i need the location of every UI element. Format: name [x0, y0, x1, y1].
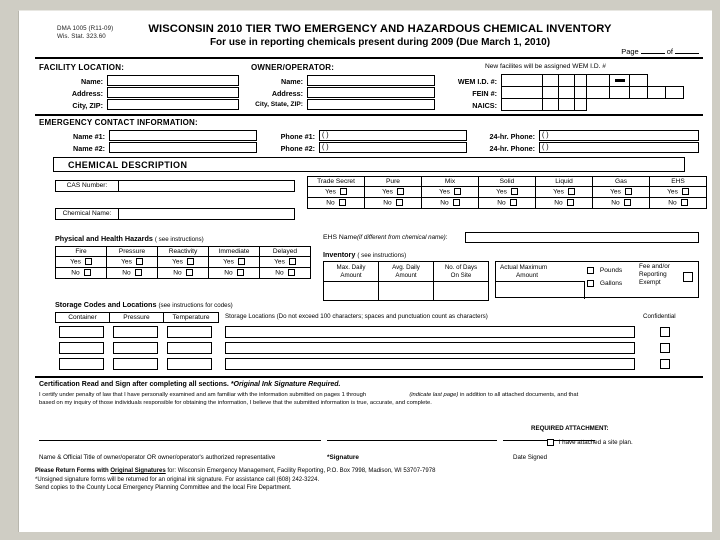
liquid-no[interactable]	[536, 198, 593, 209]
contact-name2-input[interactable]	[109, 142, 257, 153]
table-row	[502, 87, 684, 99]
contact-phone1-label: Phone #1:	[280, 132, 315, 141]
fee-exempt-checkbox[interactable]	[683, 272, 693, 282]
table-row	[56, 257, 311, 268]
ehs-yes-checkbox[interactable]	[682, 188, 689, 195]
naics-cell[interactable]	[559, 99, 575, 111]
table-row	[308, 187, 707, 198]
storage-pressure-input[interactable]	[113, 342, 158, 354]
divider-top	[35, 57, 703, 59]
col-pressure: Pressure	[107, 247, 158, 257]
col-max-daily-line2: Amount	[340, 271, 362, 279]
storage-container-input[interactable]	[59, 342, 104, 354]
yes-label: Yes	[274, 258, 285, 266]
fee-line1: Fee and/or	[639, 263, 670, 270]
naics-grid[interactable]	[501, 98, 587, 111]
signature-label: *Signature	[327, 454, 359, 461]
physical-state-table	[307, 176, 707, 209]
contact-phone2-label: Phone #2:	[280, 144, 315, 153]
certification-bold-line: Certification Read and Sign after completing all sections.	[39, 381, 229, 388]
table-row	[324, 262, 489, 282]
no-label: No	[383, 199, 392, 207]
liquid-yes[interactable]	[536, 187, 593, 198]
col-solid: Solid	[479, 177, 536, 187]
storage-code-headers	[55, 312, 219, 323]
form-header	[35, 23, 703, 57]
ehs-name-note: (if different from chemical name)	[357, 234, 446, 241]
pounds-label: Pounds	[599, 267, 623, 275]
contact-24hr1-input[interactable]: ( )	[539, 130, 699, 141]
fein-cell[interactable]	[575, 87, 587, 99]
form-title: WISCONSIN 2010 TIER TWO EMERGENCY AND HAZARDOUS CHEMICAL INVENTORY	[148, 23, 612, 35]
owner-name-input[interactable]	[307, 75, 435, 86]
certification-body-part1: I certify under penalty of law that I have personally examined and am familiar with the information submitted on pages 1 through	[39, 392, 367, 398]
contact-24hr2-input[interactable]: ( )	[539, 142, 699, 153]
certification-body	[39, 391, 695, 407]
col-immediate: Immediate	[209, 247, 260, 257]
reactivity-no-checkbox[interactable]	[186, 269, 193, 276]
yes-label: Yes	[667, 188, 678, 196]
pounds-option[interactable]	[587, 267, 622, 274]
fein-cell[interactable]	[502, 87, 543, 99]
col-gas: Gas	[593, 177, 650, 187]
table-row	[56, 268, 311, 279]
yes-label: Yes	[121, 258, 132, 266]
footer-line1	[35, 467, 703, 476]
chemical-description-title: CHEMICAL DESCRIPTION	[68, 160, 188, 170]
delayed-no-checkbox[interactable]	[288, 269, 295, 276]
owner-address-input[interactable]	[307, 87, 435, 98]
footer-line3: Send copies to the County Local Emergency Planning Committee and the local Fire Department.	[35, 485, 292, 491]
hazards-inventory-block	[35, 234, 703, 302]
ehs-yes[interactable]	[650, 187, 707, 198]
contact-phone2-input[interactable]: ( )	[319, 142, 467, 153]
naics-cell[interactable]	[543, 99, 559, 111]
inventory-heading-text: Inventory	[323, 250, 356, 259]
col-reactivity: Reactivity	[158, 247, 209, 257]
signature-line[interactable]	[327, 440, 497, 441]
storage-pressure-input[interactable]	[113, 326, 158, 338]
emergency-contact-heading: EMERGENCY CONTACT INFORMATION:	[39, 118, 198, 127]
fire-no-checkbox[interactable]	[84, 269, 91, 276]
tier-two-form	[35, 23, 703, 523]
cas-number-input[interactable]	[118, 181, 294, 191]
of-label: of	[666, 47, 673, 56]
signature-lines	[35, 440, 703, 454]
no-label: No	[224, 269, 233, 277]
chemical-name-input[interactable]	[118, 209, 294, 219]
wem-id-cell[interactable]	[543, 75, 559, 87]
table-row	[324, 282, 489, 301]
table-row	[308, 177, 707, 187]
table-row	[56, 313, 219, 323]
naics-cell[interactable]	[575, 99, 587, 111]
certification-bold-italic: *Original Ink Signature Required.	[230, 381, 341, 388]
pure-no[interactable]	[365, 198, 422, 209]
inventory-heading	[323, 250, 406, 259]
footer-block	[35, 467, 703, 493]
gas-yes-checkbox[interactable]	[625, 188, 632, 195]
max-daily-amount-input[interactable]	[324, 282, 379, 301]
trade-secret-yes[interactable]	[308, 187, 365, 198]
facility-city-zip-input[interactable]	[107, 99, 239, 110]
liquid-no-checkbox[interactable]	[567, 199, 574, 206]
days-on-site-input[interactable]	[434, 282, 489, 301]
contact-name1-input[interactable]	[109, 130, 257, 141]
certification-body-line2: based on my inquiry of those individuals responsible for obtaining the information, I believe that the submitted information is true, accurate, and complete.	[39, 400, 432, 406]
col-avg-daily-line1: Avg. Daily	[392, 263, 420, 271]
owner-operator-heading: OWNER/OPERATOR:	[251, 63, 335, 72]
col-max-daily-amount	[324, 262, 379, 282]
ehs-name-input[interactable]	[465, 232, 699, 243]
col-ehs: EHS	[650, 177, 707, 187]
owner-city-state-zip-label: City, State, ZIP:	[255, 101, 303, 108]
page-number-field[interactable]	[621, 47, 701, 56]
wem-id-cell[interactable]	[502, 75, 543, 87]
yes-label: Yes	[610, 188, 621, 196]
wem-id-dash-cell[interactable]	[610, 75, 630, 87]
ehs-no[interactable]	[650, 198, 707, 209]
wem-id-cell[interactable]	[559, 75, 575, 87]
form-code	[57, 25, 113, 41]
reactivity-no[interactable]	[158, 268, 209, 279]
table-row	[56, 247, 311, 257]
gallons-option[interactable]	[587, 280, 622, 287]
immediate-no[interactable]	[209, 268, 260, 279]
certification-body-part2: in addition to all attached documents, and that	[459, 392, 579, 398]
gallons-checkbox[interactable]	[587, 280, 594, 287]
col-container: Container	[56, 313, 110, 323]
footer-line1-a: Please Return Forms with	[35, 468, 111, 474]
fein-cell[interactable]	[648, 87, 666, 99]
gas-no[interactable]	[593, 198, 650, 209]
fire-yes[interactable]	[56, 257, 107, 268]
pure-no-checkbox[interactable]	[396, 199, 403, 206]
name-title-label: Name & Official Title of owner/operator OR owner/operator's authorized representative	[39, 454, 276, 461]
certification-body-italic: (indicate last page)	[409, 392, 459, 398]
footer-line1-c: for: Wisconsin Emergency Management, Facility Reporting, P.O. Box 7998, Madison, WI 53707-7978	[165, 468, 436, 474]
solid-yes[interactable]	[479, 187, 536, 198]
immediate-yes[interactable]	[209, 257, 260, 268]
ehs-colon: :	[445, 234, 448, 241]
fein-cell[interactable]	[543, 87, 559, 99]
certification-block	[35, 378, 703, 440]
yes-label: Yes	[439, 188, 450, 196]
immediate-no-checkbox[interactable]	[237, 269, 244, 276]
wem-id-cell[interactable]	[587, 75, 610, 87]
hazards-table	[55, 246, 311, 279]
storage-container-input[interactable]	[59, 326, 104, 338]
gas-no-checkbox[interactable]	[624, 199, 631, 206]
trade-secret-yes-checkbox[interactable]	[340, 188, 347, 195]
pounds-checkbox[interactable]	[587, 267, 594, 274]
liquid-yes-checkbox[interactable]	[568, 188, 575, 195]
fein-cell[interactable]	[630, 87, 648, 99]
col-fire: Fire	[56, 247, 107, 257]
no-label: No	[611, 199, 620, 207]
actual-maximum-label	[500, 264, 547, 280]
naics-label: NAICS:	[472, 101, 497, 110]
emergency-contact-block	[35, 116, 703, 157]
chemical-description-banner	[53, 157, 685, 172]
reactivity-yes[interactable]	[158, 257, 209, 268]
facility-address-input[interactable]	[107, 87, 239, 98]
storage-locations-header: Storage Locations (Do not exceed 100 characters; spaces and punctuation count as characters)	[225, 313, 488, 320]
no-label: No	[554, 199, 563, 207]
ehs-name-row	[323, 234, 448, 241]
owner-address-label: Address:	[271, 89, 303, 98]
yes-label: Yes	[325, 188, 336, 196]
date-signed-label: Date Signed	[513, 454, 548, 461]
cas-number-label: CAS Number:	[56, 181, 119, 191]
col-pure: Pure	[365, 177, 422, 187]
owner-name-label: Name:	[281, 77, 303, 86]
col-days-line2: On Site	[450, 271, 472, 279]
pure-yes-checkbox[interactable]	[397, 188, 404, 195]
fein-label: FEIN #:	[472, 89, 497, 98]
storage-temperature-input[interactable]	[167, 326, 212, 338]
inventory-heading-note: ( see instructions)	[357, 252, 407, 259]
storage-temperature-input[interactable]	[167, 358, 212, 370]
pressure-yes-checkbox[interactable]	[136, 258, 143, 265]
fee-line3: Exempt	[639, 279, 661, 286]
gas-yes[interactable]	[593, 187, 650, 198]
yes-label: Yes	[496, 188, 507, 196]
no-label: No	[440, 199, 449, 207]
naics-cell[interactable]	[502, 99, 543, 111]
fee-exempt-label	[639, 263, 670, 287]
storage-heading	[55, 300, 233, 309]
site-plan-label: I have attached a site plan.	[558, 439, 633, 447]
mix-no[interactable]	[422, 198, 479, 209]
no-label: No	[668, 199, 677, 207]
trade-secret-no[interactable]	[308, 198, 365, 209]
certification-title	[39, 381, 340, 388]
storage-heading-note: (see instructions for codes)	[158, 302, 233, 309]
storage-location-input[interactable]	[225, 326, 635, 338]
chemical-name-row	[55, 208, 295, 220]
pressure-no[interactable]	[107, 268, 158, 279]
no-label: No	[122, 269, 131, 277]
storage-location-input[interactable]	[225, 342, 635, 354]
storage-location-input[interactable]	[225, 358, 635, 370]
chemical-identity-block	[35, 176, 703, 234]
pure-yes[interactable]	[365, 187, 422, 198]
col-trade-secret: Trade Secret	[308, 177, 365, 187]
yes-label: Yes	[70, 258, 81, 266]
page-number-blank[interactable]	[641, 53, 665, 54]
col-pressure-code: Pressure	[110, 313, 164, 323]
no-label: No	[275, 269, 284, 277]
storage-block	[35, 302, 703, 370]
chemical-name-label: Chemical Name:	[56, 209, 119, 219]
form-subtitle: For use in reporting chemicals present during 2009 (Due March 1, 2010)	[209, 37, 551, 48]
fein-cell[interactable]	[559, 87, 575, 99]
fee-line2: Reporting	[639, 271, 667, 278]
yes-label: Yes	[553, 188, 564, 196]
col-mix: Mix	[422, 177, 479, 187]
trade-secret-no-checkbox[interactable]	[339, 199, 346, 206]
contact-24hr2-label: 24-hr. Phone:	[489, 144, 535, 153]
wem-id-label: WEM I.D. #:	[457, 77, 497, 86]
facility-address-label: Address:	[71, 89, 103, 98]
actual-max-line1: Actual Maximum	[500, 264, 548, 271]
fire-no[interactable]	[56, 268, 107, 279]
fein-cell[interactable]	[666, 87, 684, 99]
solid-no[interactable]	[479, 198, 536, 209]
page-label: Page	[621, 47, 639, 56]
contact-name2-label: Name #2:	[73, 144, 105, 153]
inventory-amounts-table	[323, 261, 489, 301]
form-code-line1: DMA 1005 (R11-09)	[57, 25, 114, 32]
footer-line1-b: Original Signatures	[110, 468, 166, 474]
actual-max-line2: Amount	[516, 272, 539, 279]
ehs-no-checkbox[interactable]	[681, 199, 688, 206]
yes-label: Yes	[382, 188, 393, 196]
table-row	[308, 198, 707, 209]
delayed-yes[interactable]	[260, 257, 311, 268]
wem-id-cell[interactable]	[630, 75, 648, 87]
fein-cell[interactable]	[587, 87, 610, 99]
mix-no-checkbox[interactable]	[453, 199, 460, 206]
storage-confidential-checkbox[interactable]	[660, 343, 670, 353]
site-plan-option[interactable]	[547, 439, 633, 446]
facility-owner-block	[35, 62, 703, 114]
col-liquid: Liquid	[536, 177, 593, 187]
storage-confidential-checkbox[interactable]	[660, 359, 670, 369]
delayed-yes-checkbox[interactable]	[289, 258, 296, 265]
col-avg-daily-amount	[379, 262, 434, 282]
page-total-blank[interactable]	[675, 53, 699, 54]
storage-temperature-input[interactable]	[167, 342, 212, 354]
fire-yes-checkbox[interactable]	[85, 258, 92, 265]
solid-no-checkbox[interactable]	[510, 199, 517, 206]
yes-label: Yes	[223, 258, 234, 266]
fein-cell[interactable]	[610, 87, 630, 99]
table-row	[502, 99, 587, 111]
table-row	[502, 75, 648, 87]
facility-city-zip-label: City, ZIP:	[72, 101, 103, 110]
reactivity-yes-checkbox[interactable]	[187, 258, 194, 265]
storage-container-input[interactable]	[59, 358, 104, 370]
wem-id-note: New facilites will be assigned WEM I.D. #	[485, 63, 606, 70]
gallons-label: Gallons	[599, 280, 623, 288]
storage-heading-text: Storage Codes and Locations	[55, 300, 157, 309]
footer-line2: *Unsigned signature forms will be returned for an original ink signature. For assistance call (608) 242-3224.	[35, 476, 320, 483]
facility-name-label: Name:	[81, 77, 103, 86]
col-max-daily-line1: Max. Daily	[336, 263, 366, 271]
signature-labels	[35, 454, 703, 466]
mix-yes[interactable]	[422, 187, 479, 198]
contact-name1-label: Name #1:	[73, 132, 105, 141]
storage-confidential-checkbox[interactable]	[660, 327, 670, 337]
facility-name-input[interactable]	[107, 75, 239, 86]
col-days-line1: No. of Days	[444, 263, 478, 271]
immediate-yes-checkbox[interactable]	[238, 258, 245, 265]
col-days-on-site	[434, 262, 489, 282]
solid-yes-checkbox[interactable]	[511, 188, 518, 195]
required-attachment-heading: REQUIRED ATTACHMENT:	[531, 425, 609, 432]
hazards-heading	[55, 234, 204, 243]
col-temperature: Temperature	[164, 313, 219, 323]
form-code-line2: Wis. Stat. 323.60	[57, 33, 106, 40]
hazards-heading-note: ( see instructions)	[154, 236, 204, 243]
owner-city-state-zip-input[interactable]	[307, 99, 435, 110]
storage-pressure-input[interactable]	[113, 358, 158, 370]
no-label: No	[173, 269, 182, 277]
hazards-heading-text: Physical and Health Hazards	[55, 234, 153, 243]
col-delayed: Delayed	[260, 247, 311, 257]
pressure-yes[interactable]	[107, 257, 158, 268]
confidential-header: Confidential	[643, 313, 676, 320]
actual-maximum-input[interactable]	[496, 281, 585, 299]
facility-location-heading: FACILITY LOCATION:	[39, 63, 125, 72]
mix-yes-checkbox[interactable]	[454, 188, 461, 195]
contact-24hr1-label: 24-hr. Phone:	[489, 132, 535, 141]
no-label: No	[326, 199, 335, 207]
no-label: No	[497, 199, 506, 207]
contact-phone1-input[interactable]: ( )	[319, 130, 467, 141]
pressure-no-checkbox[interactable]	[135, 269, 142, 276]
site-plan-checkbox[interactable]	[547, 439, 554, 446]
delayed-no[interactable]	[260, 268, 311, 279]
document-sheet	[18, 10, 712, 532]
avg-daily-amount-input[interactable]	[379, 282, 434, 301]
name-title-line[interactable]	[39, 440, 321, 441]
col-avg-daily-line2: Amount	[395, 271, 417, 279]
yes-label: Yes	[172, 258, 183, 266]
ehs-name-label: EHS Name	[323, 234, 357, 241]
no-label: No	[71, 269, 80, 277]
cas-number-row	[55, 180, 295, 192]
wem-id-cell[interactable]	[575, 75, 587, 87]
dash-icon	[615, 79, 625, 82]
